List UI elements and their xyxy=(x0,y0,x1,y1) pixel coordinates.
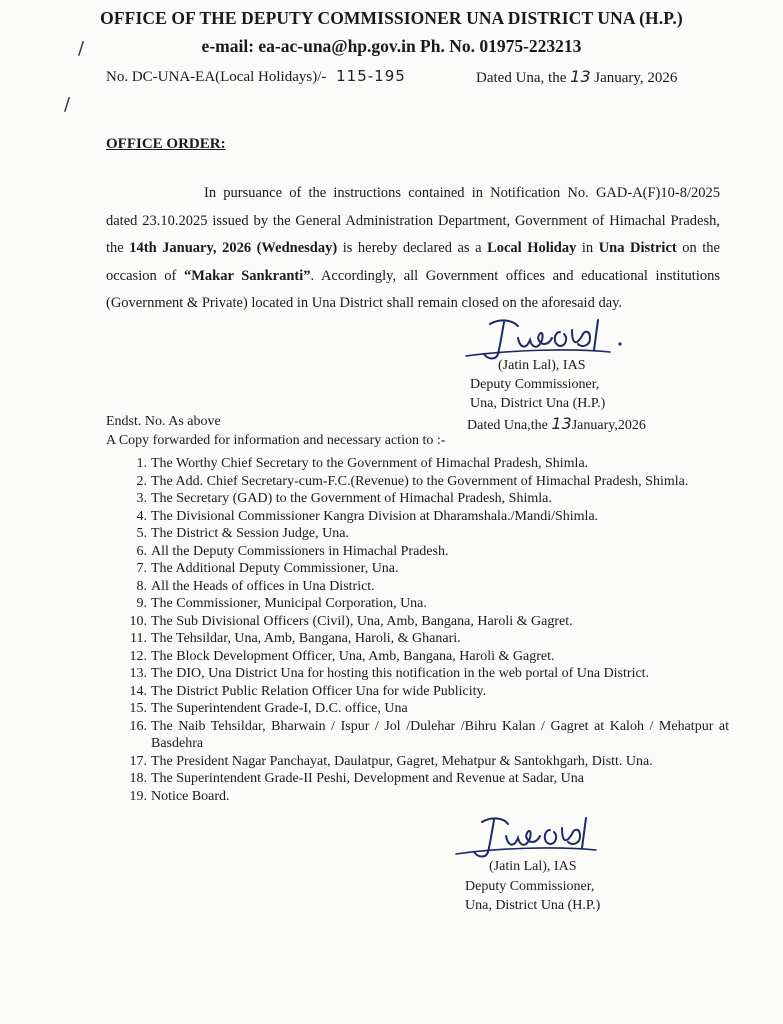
signatory-block-endorsement xyxy=(465,857,600,916)
signatory-place: Una, District Una (H.P.) xyxy=(465,898,601,913)
list-item: 19. Notice Board. xyxy=(129,788,230,804)
list-item: 15. The Superintendent Grade-I, D.C. office, Una xyxy=(129,701,408,716)
office-title: OFFICE OF THE DEPUTY COMMISSIONER UNA DISTRICT UNA (H.P.) xyxy=(100,8,683,28)
order-paragraph: In pursuance of the instructions contained in Notification No. GAD-A(F)10-8/2025 dated 23.10.2025 issued by the General Administration Department, Government of Himachal Pradesh, the 14th January, 2026 (Wednesday) is hereby declared as a Local Holiday in Una District on the occasion of “Makar Sankranti”. Accordingly, all Government offices and educational institutions (Government & Private) located in Una District shall remain closed on the aforesaid day. xyxy=(106,185,720,311)
list-item: 7. The Additional Deputy Commissioner, Una. xyxy=(136,561,399,576)
list-item: 2. The Add. Chief Secretary-cum-F.C.(Revenue) to the Government of Himachal Pradesh, Shimla. xyxy=(136,473,689,489)
list-item: 8. All the Heads of offices in Una District. xyxy=(136,578,375,594)
local-holiday: Local Holiday xyxy=(487,240,577,256)
list-item: 4. The Divisional Commissioner Kangra Division at Dharamshala./Mandi/Shimla. xyxy=(136,508,599,524)
signatory-designation: Deputy Commissioner, xyxy=(470,377,600,392)
handwritten-day: 13 xyxy=(551,414,572,433)
reference-number xyxy=(106,67,406,86)
list-item: 17. The President Nagar Panchayat, Daulatpur, Gagret, Mehatpur & Santokhgarh, Distt. Una. xyxy=(129,753,653,769)
signatory-block xyxy=(470,356,605,413)
district-name: Una District xyxy=(598,240,677,256)
signatory-name: (Jatin Lal), IAS xyxy=(489,859,577,874)
signatory-designation: Deputy Commissioner, xyxy=(465,878,595,894)
list-item: 13. The DIO, Una District Una for hosting this notification in the web portal of Una District. xyxy=(129,666,650,681)
order-heading: OFFICE ORDER: xyxy=(106,136,226,152)
endorsement-date: Dated Una,the 13January,2026 xyxy=(467,414,646,433)
list-item: 10. The Sub Divisional Officers (Civil), Una, Amb, Bangana, Haroli & Gagret. xyxy=(129,613,573,629)
list-item: 6. All the Deputy Commissioners in Himachal Pradesh. xyxy=(136,543,449,559)
list-item: 14. The District Public Relation Officer Una for wide Publicity. xyxy=(129,683,487,699)
distribution-list xyxy=(119,455,729,805)
dated-suffix: January, 2026 xyxy=(594,70,678,86)
reference-date xyxy=(476,67,677,87)
margin-pen-mark: / xyxy=(78,38,85,59)
list-item: 5. The District & Session Judge, Una. xyxy=(136,526,349,541)
margin-pen-mark: / xyxy=(64,94,71,115)
copy-forward-intro: A Copy forwarded for information and necessary action to :- xyxy=(106,433,446,448)
list-item: 9. The Commissioner, Municipal Corporation, Una. xyxy=(136,596,427,611)
signatory-name: (Jatin Lal), IAS xyxy=(498,358,586,373)
holiday-date: 14th January, 2026 (Wednesday) xyxy=(129,240,338,256)
list-item: 3. The Secretary (GAD) to the Government of Himachal Pradesh, Shimla. xyxy=(136,491,552,506)
list-item: 16. The Naib Tehsildar, Bharwain / Ispur / Jol /Dulehar /Bihru Kalan / Gagret at Kaloh / Mehatpur at Basdehra xyxy=(129,718,729,751)
festival-name: “Makar Sankranti” xyxy=(183,267,311,284)
signatory-place: Una, District Una (H.P.) xyxy=(470,396,606,411)
handwritten-reference: 115-195 xyxy=(336,67,406,85)
endorsement-number: Endst. No. As above xyxy=(106,414,221,429)
list-item: 18. The Superintendent Grade-II Peshi, Development and Revenue at Sadar, Una xyxy=(129,771,584,786)
list-item: 12. The Block Development Officer, Una, Amb, Bangana, Haroli & Gagret. xyxy=(129,648,555,664)
dated-prefix: Dated Una, the xyxy=(476,70,567,86)
handwritten-day: 13 xyxy=(570,67,591,86)
list-item: 11. The Tehsildar, Una, Amb, Bangana, Haroli, & Ghanari. xyxy=(130,631,461,646)
list-item: 1. The Worthy Chief Secretary to the Government of Himachal Pradesh, Shimla. xyxy=(136,456,589,471)
office-contact: e-mail: ea-ac-una@hp.gov.in Ph. No. 01975-223213 xyxy=(201,36,582,56)
reference-prefix: No. DC-UNA-EA(Local Holidays)/- xyxy=(106,69,327,85)
